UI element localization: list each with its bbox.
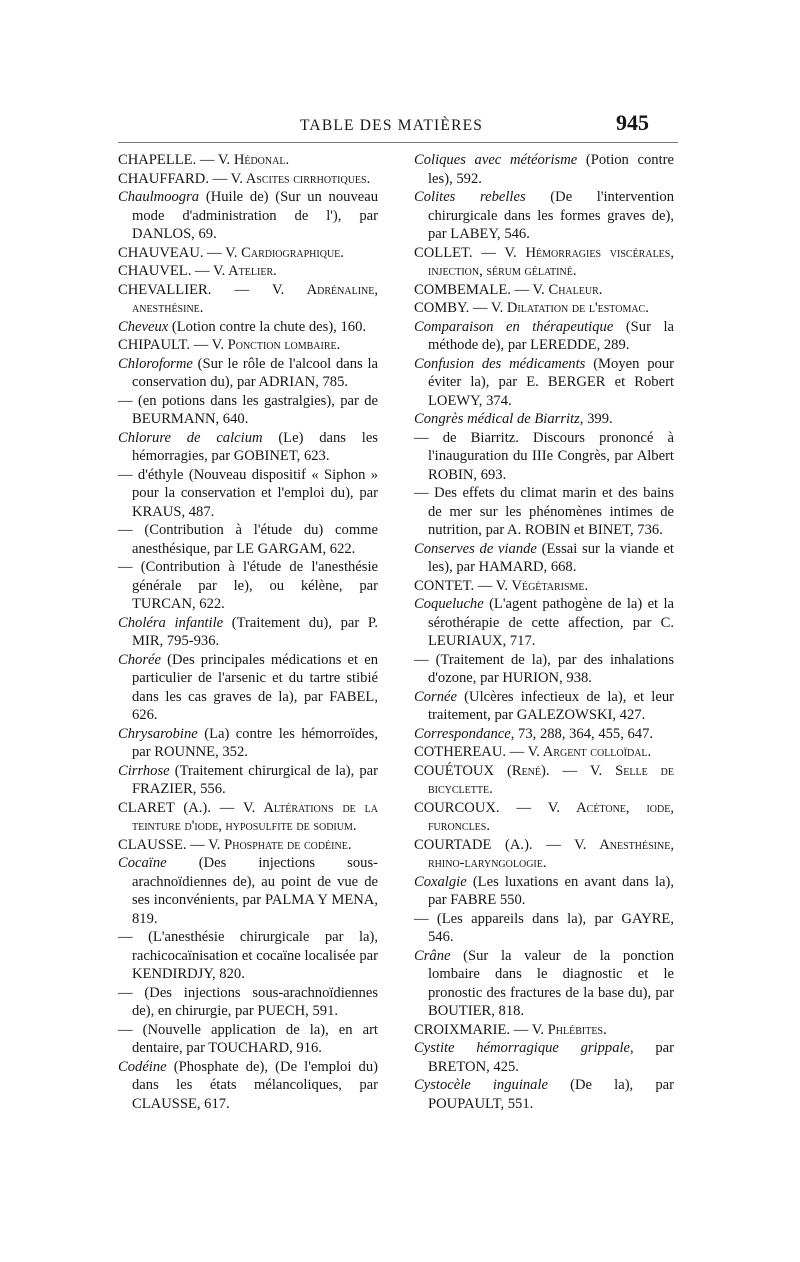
index-entry: — (Contribution à l'étude de l'anesthésie générale par le), ou kélène, par TURCAN, 622. [118,559,378,612]
index-entry: Colites rebelles (De l'intervention chirurgicale dans les formes graves de), par LABEY, 546. [414,189,675,242]
index-column-right [414,151,674,1113]
index-entry: — (Les appareils dans la), par GAYRE, 546. [414,910,674,945]
index-entry: — (Des injections sous-arachnoïdiennes de), en chirurgie, par PUECH, 591. [118,984,378,1019]
index-entry: Cystite hémorragique grippale, par BRETON, 425. [414,1040,674,1075]
index-entry: — de Biarritz. Discours prononcé à l'inauguration du IIIe Congrès, par Albert ROBIN, 693. [414,429,674,483]
index-entry: Chorée (Des principales médications et en particulier de l'arsenic et du tartre stibié dans les cas graves de la), par FABEL, 626. [118,651,378,723]
index-entry: Congrès médical de Biarritz, 399. [414,411,613,427]
index-entry: COUÉTOUX (René). — V. Selle de bicyclette. [414,762,674,797]
index-entry: Comparaison en thérapeutique (Sur la méthode de), par LEREDDE, 289. [414,318,674,353]
index-entry: CLAUSSE. — V. Phosphate de codéine. [118,836,352,853]
index-entry: CHIPAULT. — V. Ponction lombaire. [118,337,341,353]
index-entry: COMBEMALE. — V. Chaleur. [414,281,603,298]
index-entry: COMBY. — V. Dilatation de l'estomac. [414,300,649,316]
index-entry: CROIXMARIE. — V. Phlébites. [414,1021,607,1038]
index-entry: COLLET. — V. Hémorragies viscérales, injection, sérum gélatiné. [414,244,674,279]
page-number: 945 [616,110,649,135]
index-entry: — Des effets du climat marin et des bains de mer sur les phénomènes intimes de nutrition, par A. ROBIN et BINET, 736. [414,485,674,538]
index-entry: Chaulmoogra (Huile de) (Sur un nouveau mode d'administration de l'), par DANLOS, 69. [118,189,378,242]
index-entry: — (Traitement de la), par des inhalations d'ozone, par HURION, 938. [414,651,674,686]
index-entry: Cystocèle inguinale (De la), par POUPAULT, 551. [414,1077,674,1112]
index-entry: Coxalgie (Les luxations en avant dans la), par FABRE 550. [414,873,674,908]
index-entry: COURTADE (A.). — V. Anesthésine, rhino-laryngologie. [414,836,674,871]
index-entry: COURCOUX. — V. Acétone, iode, furoncles. [414,799,674,834]
index-entry: — (Nouvelle application de la), en art dentaire, par TOUCHARD, 916. [118,1021,378,1056]
index-entry: Choléra infantile (Traitement du), par P. MIR, 795-936. [118,614,378,649]
index-entry: Chrysarobine (La) contre les hémorroïdes, par ROUNNE, 352. [118,725,378,760]
index-entry: Cornée (Ulcères infectieux de la), et leur traitement, par GALEZOWSKI, 427. [414,688,674,723]
index-entry: Coqueluche (L'agent pathogène de la) et la sérothérapie de cette affection, par C. LEURIAUX, 717. [414,596,674,649]
index-entry: Conserves de viande (Essai sur la viande et les), par HAMARD, 668. [414,540,674,575]
index-entry: — (L'anesthésie chirurgicale par la), rachicocaïnisation et cocaïne localisée par KENDIRDJY, 820. [118,929,378,982]
index-entry: CONTET. — V. Végétarisme. [414,577,589,594]
running-header: TABLE DES MATIÈRES [300,117,484,134]
index-entry: Chloroforme (Sur le rôle de l'alcool dans la conservation du), par ADRIAN, 785. [118,355,378,390]
index-entry: Correspondance, 73, 288, 364, 455, 647. [414,725,654,742]
index-entry: Chlorure de calcium (Le) dans les hémorragies, par GOBINET, 623. [118,429,378,464]
index-entry: CHAUVEL. — V. Atelier. [118,263,277,279]
index-entry: CLARET (A.). — V. Altérations de la teinture d'iode, hyposulfite de sodium. [118,799,378,834]
index-entry: CHAUVEAU. — V. Cardiographique. [118,244,344,261]
index-entry: CHAPELLE. — V. Hédonal. [118,152,290,168]
index-entry: — (en potions dans les gastralgies), par de BEURMANN, 640. [118,392,378,427]
index-entry: Crâne (Sur la valeur de la ponction lombaire dans le diagnostic et le pronostic des fractures de la base du), par BOUTIER, 818. [414,947,674,1019]
index-entry: COTHEREAU. — V. Argent colloïdal. [414,744,652,760]
index-entry: Cheveux (Lotion contre la chute des), 160. [118,318,367,335]
index-column-left [118,151,378,1113]
index-entry: Codéine (Phosphate de), (De l'emploi du) dans les états mélancoliques, par CLAUSSE, 617. [118,1058,378,1112]
index-entry: Confusion des médicaments (Moyen pour éviter la), par E. BERGER et Robert LOEWY, 374. [414,355,674,409]
index-entry: — d'éthyle (Nouveau dispositif « Siphon » pour la conservation et l'emploi du), par KRAUS, 487. [118,466,378,520]
index-entry: Cocaïne (Des injections sous-arachnoïdiennes de), au point de vue de ses inconvénients, par PALMA Y MENA, 819. [118,855,378,927]
header-rule [118,142,678,143]
index-entry: Coliques avec météorisme (Potion contre les), 592. [414,152,674,187]
index-entry: CHEVALLIER. — V. Adrénaline, anesthésine. [118,281,378,316]
index-entry: CHAUFFARD. — V. Ascites cirrhotiques. [118,170,371,187]
index-entry: — (Contribution à l'étude du) comme anesthésique, par LE GARGAM, 622. [118,522,378,557]
index-entry: Cirrhose (Traitement chirurgical de la), par FRAZIER, 556. [118,762,378,797]
